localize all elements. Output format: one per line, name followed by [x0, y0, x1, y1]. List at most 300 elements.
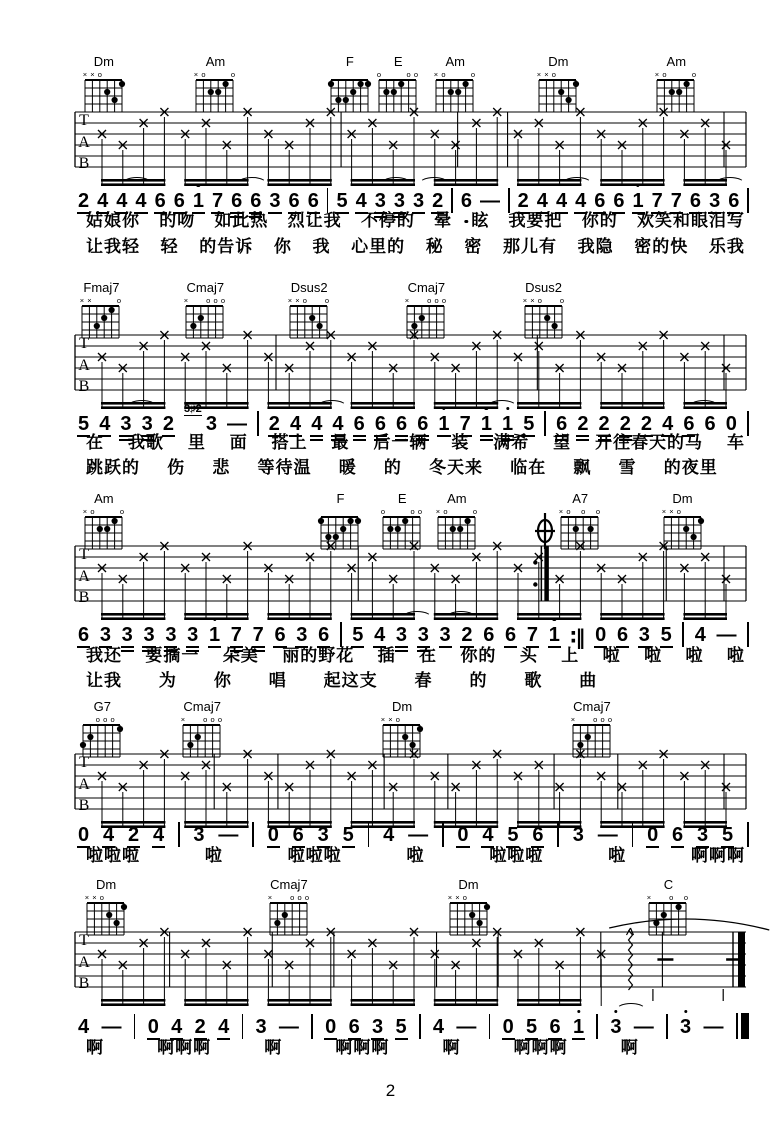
lyric-syllable: 雪 [618, 458, 637, 478]
jianpu-note: 6 [704, 413, 716, 435]
lyric-syllable: 啦 [204, 846, 223, 866]
lyrics-line-1 [86, 1038, 745, 1058]
jianpu-note: 3 [120, 414, 131, 434]
barline [747, 411, 749, 436]
barline [557, 822, 559, 847]
svg-text:×: × [82, 507, 88, 517]
svg-text:o: o [99, 893, 105, 903]
svg-text:×: × [434, 70, 439, 80]
svg-text:×: × [388, 715, 393, 725]
svg-text:×: × [80, 296, 85, 306]
jianpu-note: 2 [641, 414, 652, 434]
jianpu-note: 4 [97, 191, 108, 211]
svg-text:o: o [201, 70, 206, 80]
jianpu-note: 5 [396, 1017, 407, 1037]
svg-text:o: o [406, 70, 411, 80]
svg-text:o: o [231, 70, 236, 80]
jianpu-note: 3 [697, 825, 708, 845]
svg-text:A: A [78, 357, 90, 374]
system-4 [0, 700, 781, 878]
barline [747, 188, 749, 213]
jianpu-note: 4 [99, 414, 110, 434]
jianpu-note: 4 [383, 824, 395, 846]
lyric-syllable: 要摘一 [145, 646, 200, 666]
lyric-syllable: 朵美 [222, 646, 259, 666]
jianpu-note: 3 [143, 625, 154, 645]
jianpu-note: — [408, 824, 429, 846]
jianpu-note: 3 [375, 191, 386, 211]
lyric-syllable: 你的 [581, 211, 618, 231]
lyric-syllable: 啊 [264, 1038, 283, 1058]
jianpu-note: 4 [116, 191, 127, 211]
lyric-syllable: 伤 [167, 458, 186, 478]
jianpu-note: 4 [171, 1017, 182, 1037]
svg-text:o: o [552, 70, 557, 80]
jianpu-note: 4 [135, 191, 146, 211]
lyric-syllable: 插 [377, 646, 396, 666]
jianpu-note: 0 [725, 413, 737, 435]
svg-text:×: × [181, 715, 186, 725]
jianpu-note: — [101, 1016, 122, 1038]
repeat-sign: ∶‖ [570, 625, 585, 649]
jianpu-note: 6 [683, 414, 694, 434]
jianpu-note: 6 [293, 825, 304, 845]
jianpu-note: 6 [274, 625, 285, 645]
jianpu-note: 3 [394, 191, 405, 211]
jianpu-note: 2 [577, 414, 588, 434]
jianpu-note: 3 [418, 625, 429, 645]
svg-text:o: o [297, 893, 302, 903]
lyric-syllable: 啊 [442, 1038, 461, 1058]
jianpu-note: 6 [690, 191, 701, 211]
jianpu-note: 2 [163, 414, 174, 434]
jianpu-note: 6 [617, 625, 628, 645]
svg-text:o: o [221, 296, 226, 306]
tie-arc [381, 177, 411, 191]
lyric-syllable: 你的 [460, 646, 497, 666]
lyrics-line-2 [86, 458, 745, 478]
lyric-syllable: 烈让我 [287, 211, 342, 231]
jianpu-note: 7 [253, 625, 264, 645]
chord-name: Cmaj7 [183, 699, 221, 714]
svg-text:o: o [441, 70, 446, 80]
jianpu-note: 6 [549, 1017, 560, 1037]
svg-text:×: × [380, 715, 386, 725]
tie-arc [402, 611, 432, 625]
octave-dot-above [684, 1010, 687, 1013]
octave-dot-above [553, 618, 556, 621]
svg-text:×: × [92, 893, 97, 903]
jianpu-note: 6 [556, 414, 567, 434]
svg-text:×: × [661, 507, 666, 517]
jianpu-note: 6 [417, 414, 428, 434]
lyric-syllable: 起这支 [323, 671, 378, 691]
chord-name: Am [94, 491, 114, 506]
svg-text:×: × [544, 70, 549, 80]
jianpu-note: 5 [78, 414, 89, 434]
barline [747, 822, 749, 847]
jianpu-note: 4 [432, 1016, 444, 1038]
tie-arc [689, 400, 719, 414]
svg-text:o: o [325, 296, 330, 306]
octave-dot-above [197, 184, 200, 187]
tie-arc [562, 177, 592, 191]
svg-text:o: o [442, 296, 447, 306]
jianpu-note: 1 [633, 191, 644, 211]
tie-arc [419, 177, 449, 191]
lyrics-line-1 [86, 846, 745, 866]
jianpu-note: 3 [269, 191, 280, 211]
svg-text:o: o [290, 893, 295, 903]
jianpu-note: 0 [268, 825, 279, 845]
jianpu-note: 3 [639, 625, 650, 645]
svg-text:×: × [647, 893, 652, 903]
lyrics-line-2 [86, 671, 745, 691]
jianpu-note: 6 [354, 414, 365, 434]
jianpu-note: 6 [250, 191, 261, 211]
lyric-syllable: 的 [469, 671, 488, 691]
svg-text:×: × [522, 296, 527, 306]
jianpu-note: 6 [505, 625, 516, 645]
svg-text:o: o [462, 893, 467, 903]
lyric-syllable: 搭上 [271, 433, 308, 453]
jianpu-note: 3 [187, 625, 198, 645]
svg-text:B: B [78, 797, 90, 814]
svg-text:×: × [82, 70, 88, 80]
svg-text:o: o [213, 296, 219, 306]
lyric-syllable: 啦啦啦 [86, 846, 140, 866]
system-2 [0, 281, 781, 492]
tie-arc [446, 611, 476, 625]
jianpu-note: 0 [325, 1017, 336, 1037]
jianpu-note: 0 [457, 825, 468, 845]
lyric-syllable: 你 [273, 237, 292, 257]
lyric-syllable: 里 [187, 433, 206, 453]
lyric-syllable: 的 [383, 458, 402, 478]
lyric-syllable: 啊啊啊 [335, 1038, 390, 1058]
chord-name: G7 [93, 699, 111, 714]
jianpu-note: — [278, 1016, 299, 1038]
lyric-syllable: 啦啦啦 [287, 846, 342, 866]
svg-text:×: × [295, 296, 300, 306]
jianpu-note: 3 [122, 625, 133, 645]
lyric-syllable: 眩 [471, 211, 490, 231]
svg-text:o: o [95, 715, 101, 725]
lyric-syllable: 啦 [644, 646, 663, 666]
jianpu-note: 3 [318, 825, 329, 845]
chord-name: F [336, 491, 345, 506]
barline [632, 822, 634, 847]
jianpu-note: 2 [269, 414, 280, 434]
lyric-syllable: 悲 [212, 458, 231, 478]
barline [508, 188, 510, 213]
jianpu-note: 4 [556, 191, 567, 211]
lyrics-line-1 [86, 433, 745, 453]
svg-text:A: A [78, 954, 90, 971]
lyric-syllable: 啊 [86, 1038, 104, 1058]
lyrics-line-2 [86, 237, 745, 257]
lyric-syllable: 装 [451, 433, 470, 453]
jianpu-note: 5 [336, 191, 347, 211]
jianpu-note: 3 [205, 413, 217, 435]
octave-dot-above [213, 618, 216, 621]
jianpu-note: 7 [231, 625, 242, 645]
jianpu-note: 3 [572, 824, 584, 846]
tie-arc [317, 400, 347, 414]
lyric-syllable: 跳跃的 [86, 458, 140, 478]
lyric-syllable: 啊啊啊 [690, 846, 745, 866]
jianpu-note: 2 [518, 191, 529, 211]
jianpu-note: 2 [432, 191, 443, 211]
chord-name: Dm [93, 54, 114, 69]
tie-arc [237, 177, 267, 191]
lyric-syllable: 临在 [510, 458, 547, 478]
barline [451, 188, 453, 213]
svg-text:B: B [78, 589, 90, 606]
svg-text:o: o [377, 70, 382, 80]
jianpu-note: 5 [661, 625, 672, 645]
svg-text:o: o [206, 296, 211, 306]
jianpu-note: 4 [103, 825, 114, 845]
jianpu-note: 6 [78, 625, 89, 645]
lyric-syllable: 在 [419, 646, 438, 666]
jianpu-note: 4 [153, 825, 164, 845]
svg-text:×: × [435, 507, 441, 517]
lyric-syllable: 啊啊啊 [157, 1038, 212, 1058]
chord-name: Am [447, 491, 467, 506]
lyric-syllable: 面 [229, 433, 248, 453]
chord-name: Am [205, 54, 226, 69]
lyric-syllable: 我歌 [127, 433, 164, 453]
svg-text:×: × [184, 296, 189, 306]
lyric-syllable: 唱 [268, 671, 287, 691]
jianpu-note: — [597, 824, 618, 846]
jianpu-note: 6 [532, 825, 543, 845]
svg-text:o: o [304, 893, 309, 903]
tie-arc [127, 400, 157, 414]
svg-text:×: × [288, 296, 293, 306]
octave-dot-above [442, 407, 445, 410]
jianpu-note: — [633, 1016, 654, 1038]
lyric-syllable: 姑娘你 [86, 211, 140, 231]
grace-note: 3♯2 [184, 403, 202, 415]
barline [327, 188, 329, 213]
svg-text:×: × [570, 715, 576, 725]
chord-name: F [345, 54, 354, 69]
jianpu-note: 0 [503, 1017, 514, 1037]
jianpu-note: 6 [375, 414, 386, 434]
jianpu-note: 5 [722, 825, 733, 845]
barline [666, 1014, 668, 1039]
lyric-syllable: 密的快 [634, 237, 689, 257]
chord-name: Dsus2 [290, 280, 328, 295]
octave-dot-above [636, 184, 639, 187]
chord-name: Dm [392, 699, 413, 714]
jianpu-note: 3 [413, 191, 424, 211]
svg-text:T: T [79, 112, 89, 129]
chord-name: Cmaj7 [573, 699, 611, 714]
chord-name: Am [666, 54, 687, 69]
lyric-syllable: 曲 [579, 671, 598, 691]
lyric-syllable: 歌 [524, 671, 543, 691]
svg-text:T: T [79, 335, 89, 352]
chord-name: Fmaj7 [83, 280, 120, 295]
jianpu-note: 6 [728, 191, 739, 211]
chord-name: Cmaj7 [270, 877, 308, 892]
svg-text:o: o [607, 715, 613, 725]
jianpu-note: 0 [148, 1017, 159, 1037]
svg-text:o: o [581, 507, 586, 517]
jianpu-note: 1 [481, 414, 492, 434]
barline [134, 1014, 136, 1039]
lyric-syllable: 密 [464, 237, 483, 257]
chord-name: E [393, 54, 403, 69]
svg-text:o: o [566, 507, 571, 517]
lyric-syllable: 我隐 [577, 237, 614, 257]
svg-text:o: o [418, 507, 423, 517]
lyric-syllable: 你 [213, 671, 232, 691]
svg-text:×: × [405, 296, 410, 306]
tab-staff [0, 86, 781, 190]
lyric-syllable: 头 [519, 646, 538, 666]
svg-text:×: × [267, 893, 273, 903]
svg-text:×: × [87, 296, 93, 306]
jianpu-note: 4 [662, 414, 673, 434]
jianpu-note: 6 [461, 191, 472, 211]
jianpu-note: 4 [482, 825, 493, 845]
svg-text:T: T [79, 932, 89, 949]
lyric-syllable: 乐我 [708, 237, 745, 257]
chord-name: C [663, 877, 674, 892]
lyric-syllable: 晕 [434, 211, 453, 231]
barline [442, 822, 444, 847]
svg-text:o: o [600, 715, 605, 725]
jianpu-note: 3 [709, 191, 720, 211]
tab-staff [0, 309, 781, 413]
jianpu-note: 2 [78, 191, 89, 211]
lyric-syllable: 如此热 [214, 211, 269, 231]
lyric-syllable: 让我轻 [86, 237, 140, 257]
jianpu-note: 4 [575, 191, 586, 211]
tie-arc [715, 177, 745, 191]
lyric-syllable: 啦啦啦 [489, 846, 544, 866]
tie-arc [487, 400, 517, 414]
lyric-syllable: 丽的野花 [282, 646, 355, 666]
barline [340, 622, 342, 647]
svg-text:B: B [78, 378, 90, 395]
svg-text:o: o [692, 70, 697, 80]
jianpu-note: 4 [332, 414, 343, 434]
jianpu-note: 2 [620, 414, 631, 434]
svg-text:T: T [79, 546, 89, 563]
barline [419, 1014, 421, 1039]
barline [368, 822, 370, 847]
jianpu-note: 1 [502, 414, 513, 434]
barline [178, 822, 180, 847]
jianpu-note: — [456, 1016, 477, 1038]
svg-text:o: o [395, 715, 401, 725]
svg-text:o: o [662, 70, 667, 80]
lyric-syllable: 飘 [573, 458, 592, 478]
lyric-syllable: 啦 [406, 846, 425, 866]
lyric-syllable: 我要把 [508, 211, 563, 231]
jianpu-note: 2 [461, 625, 472, 645]
jianpu-note: 3 [296, 625, 307, 645]
svg-text:×: × [194, 70, 199, 80]
svg-text:×: × [537, 70, 542, 80]
jianpu-note: 3 [255, 1016, 267, 1038]
svg-text:o: o [434, 296, 440, 306]
jianpu-note: 5 [343, 825, 354, 845]
svg-text:o: o [97, 70, 102, 80]
jianpu-note: 0 [595, 625, 606, 645]
jianpu-note: — [227, 413, 248, 435]
jianpu-note: 7 [527, 625, 538, 645]
lyric-syllable: 满希 [493, 433, 530, 453]
chord-name: A7 [572, 491, 589, 506]
barline [252, 822, 254, 847]
svg-text:o: o [684, 893, 689, 903]
jianpu-note: 3 [372, 1017, 383, 1037]
jianpu-note: 4 [374, 625, 385, 645]
lyric-syllable: 不停的 [360, 211, 415, 231]
jianpu-note: — [218, 824, 239, 846]
lyric-syllable: 在 [86, 433, 104, 453]
svg-text:o: o [218, 715, 223, 725]
lyric-syllable: 等待温 [257, 458, 312, 478]
lyric-syllable: 暖 [338, 458, 357, 478]
chord-name: Am [445, 54, 465, 69]
svg-text:o: o [381, 507, 386, 517]
jianpu-note: 6 [613, 191, 624, 211]
barline [596, 1014, 598, 1039]
octave-dot-above [577, 1010, 580, 1013]
system-5 [0, 878, 781, 1078]
jianpu-note: 7 [212, 191, 223, 211]
lyric-syllable: 啊 [620, 1038, 639, 1058]
svg-text:B: B [78, 975, 90, 992]
chord-name: Cmaj7 [407, 280, 446, 295]
jianpu-note: — [703, 1016, 724, 1038]
tie-arc [616, 1003, 646, 1017]
svg-text:B: B [78, 155, 90, 172]
barline [747, 622, 749, 647]
system-3 [0, 492, 781, 700]
jianpu-note: 7 [671, 191, 682, 211]
barline [489, 1014, 491, 1039]
jianpu-note: 0 [647, 825, 658, 845]
svg-text:o: o [676, 507, 681, 517]
lyric-syllable: 望 [553, 433, 572, 453]
chord-name: Dm [96, 877, 117, 892]
jianpu-note: 6 [308, 191, 319, 211]
lyric-syllable: 欢笑和眼泪写 [636, 211, 745, 231]
svg-text:×: × [454, 893, 460, 903]
lyric-syllable: 啦 [602, 646, 621, 666]
lyric-syllable: 我 [312, 237, 331, 257]
jianpu-note: 2 [195, 1017, 206, 1037]
lyric-syllable: 啦 [726, 646, 745, 666]
chord-name: Cmaj7 [186, 280, 225, 295]
system-1 [0, 55, 781, 281]
jianpu-note: 6 [483, 625, 494, 645]
page-number: 2 [385, 1081, 396, 1100]
barline [311, 1014, 313, 1039]
jianpu-note: 4 [78, 1016, 90, 1038]
lyric-syllable: 我还 [86, 646, 122, 666]
lyric-syllable: 冬天来 [429, 458, 484, 478]
lyric-syllable: 为 [158, 671, 177, 691]
